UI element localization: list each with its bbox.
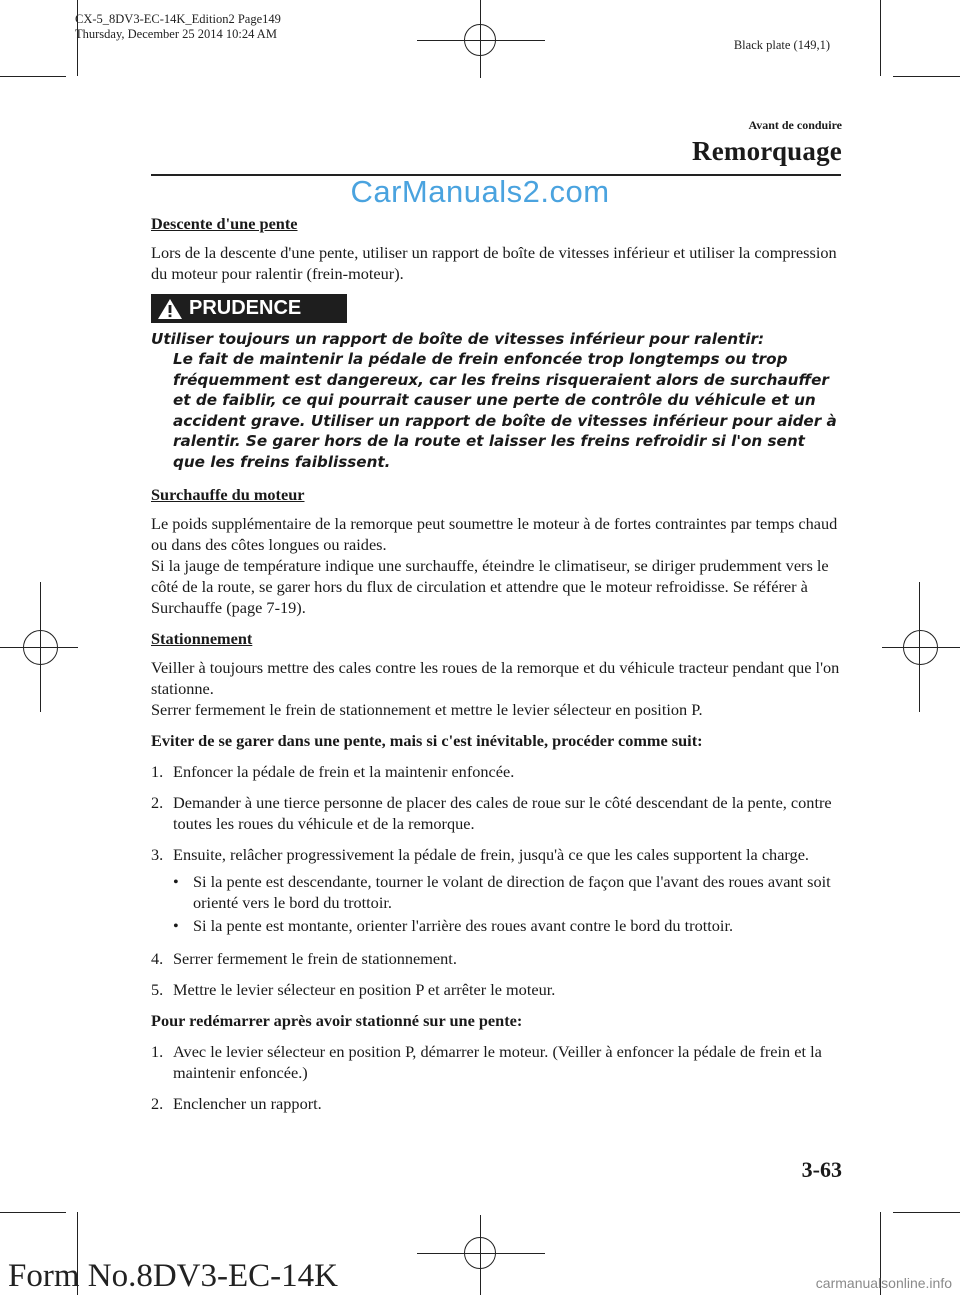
bullet-item bbox=[173, 871, 841, 913]
list-item bbox=[151, 792, 841, 834]
paragraph-stationnement-1: Veiller à toujours mettre des cales contre les roues de la remorque et du véhicule tracteur pendant que l'on stationne. bbox=[151, 658, 840, 698]
list-number: 2. bbox=[151, 793, 164, 812]
list-item bbox=[151, 1093, 841, 1114]
section-subtitle: Avant de conduire bbox=[748, 118, 842, 132]
list-text: Enfoncer la pédale de frein et la maintenir enfoncée. bbox=[173, 762, 515, 781]
list-item bbox=[151, 844, 841, 865]
paragraph-stationnement-2: Serrer fermement le frein de stationnement et mettre le levier sélecteur en position P. bbox=[151, 700, 703, 719]
list-item bbox=[151, 761, 841, 782]
list-item bbox=[151, 948, 841, 969]
bold-redemarrer: Pour redémarrer après avoir stationné sur une pente: bbox=[151, 1011, 523, 1030]
list-text: Mettre le levier sélecteur en position P et arrêter le moteur. bbox=[173, 980, 556, 999]
list-item bbox=[151, 979, 841, 1000]
bullet-dot-icon: • bbox=[173, 916, 179, 935]
footer-site: carmanualsonline.info bbox=[815, 1275, 952, 1291]
watermark: CarManuals2.com bbox=[350, 174, 610, 209]
list-text: Demander à une tierce personne de placer des cales de roue sur le côté descendant de la pente, contre toutes les roues du véhicule et de la remorque. bbox=[173, 793, 832, 833]
list-number: 4. bbox=[151, 949, 164, 968]
list-number: 3. bbox=[151, 845, 164, 864]
file-info-date: Thursday, December 25 2014 10:24 AM bbox=[75, 27, 277, 41]
page-content bbox=[151, 213, 841, 1124]
list-number: 1. bbox=[151, 1042, 164, 1061]
bullet-text: Si la pente est montante, orienter l'arrière des roues avant contre le bord du trottoir. bbox=[193, 916, 734, 935]
paragraph-descente: Lors de la descente d'une pente, utiliser un rapport de boîte de vitesses inférieur et utiliser la compression du moteur pour ralentir (frein-moteur). bbox=[151, 243, 837, 283]
list-number: 5. bbox=[151, 980, 164, 999]
paragraph-surchauffe-1: Le poids supplémentaire de la remorque peut soumettre le moteur à de fortes contraintes par temps chaud ou dans des côtes longues ou raides. bbox=[151, 514, 838, 554]
caution-banner bbox=[151, 294, 347, 323]
list-text: Ensuite, relâcher progressivement la pédale de frein, jusqu'à ce que les cales supportent la charge. bbox=[173, 845, 809, 864]
page-number: 3-63 bbox=[801, 1157, 842, 1182]
list-number: 1. bbox=[151, 762, 164, 781]
bold-eviter: Eviter de se garer dans une pente, mais si c'est inévitable, procéder comme suit: bbox=[151, 731, 703, 750]
plate-label: Black plate (149,1) bbox=[733, 38, 830, 52]
list-text: Serrer fermement le frein de stationnement. bbox=[173, 949, 457, 968]
caution-title: Utiliser toujours un rapport de boîte de vitesses inférieur pour ralentir: bbox=[151, 330, 765, 348]
bullet-dot-icon: • bbox=[173, 872, 179, 891]
file-info-name: CX-5_8DV3-EC-14K_Edition2 Page149 bbox=[75, 12, 281, 26]
section-title: Remorquage bbox=[692, 136, 842, 166]
form-number: Form No.8DV3-EC-14K bbox=[8, 1258, 338, 1294]
paragraph-surchauffe-2: Si la jauge de température indique une surchauffe, éteindre le climatiseur, se diriger prudemment vers le côté de la route, se garer hors du flux de circulation et attendre que le moteur refroidisse. Se référer à Surchauffe (page 7-19). bbox=[151, 556, 829, 617]
list-item bbox=[151, 1041, 841, 1083]
list-text: Avec le levier sélecteur en position P, démarrer le moteur. (Veiller à enfoncer la pédale de frein et la maintenir enfoncée.) bbox=[173, 1042, 822, 1082]
file-info bbox=[75, 12, 281, 42]
caution-label: PRUDENCE bbox=[189, 297, 302, 319]
list-text: Enclencher un rapport. bbox=[173, 1094, 322, 1113]
caution-text: Le fait de maintenir la pédale de frein enfoncée trop longtemps ou trop fréquemment est dangereux, car les freins risqueraient alors de surchauffer et de faiblir, ce qui pourrait causer une perte de contrôle du véhicule et un accident grave. Utiliser un rapport de boîte de vitesses inférieur pour aider à ralentir. Se garer hors de la route et laisser les freins refroidir si l'on sent que les freins faiblissent. bbox=[173, 350, 837, 471]
heading-stationnement: Stationnement bbox=[151, 629, 253, 648]
warning-triangle-icon bbox=[157, 298, 183, 320]
bullet-item bbox=[173, 915, 841, 936]
heading-surchauffe: Surchauffe du moteur bbox=[151, 485, 305, 504]
heading-descente: Descente d'une pente bbox=[151, 214, 298, 233]
list-number: 2. bbox=[151, 1094, 164, 1113]
bullet-text: Si la pente est descendante, tourner le volant de direction de façon que l'avant des roues avant soit orienté vers le bord du trottoir. bbox=[193, 872, 831, 912]
